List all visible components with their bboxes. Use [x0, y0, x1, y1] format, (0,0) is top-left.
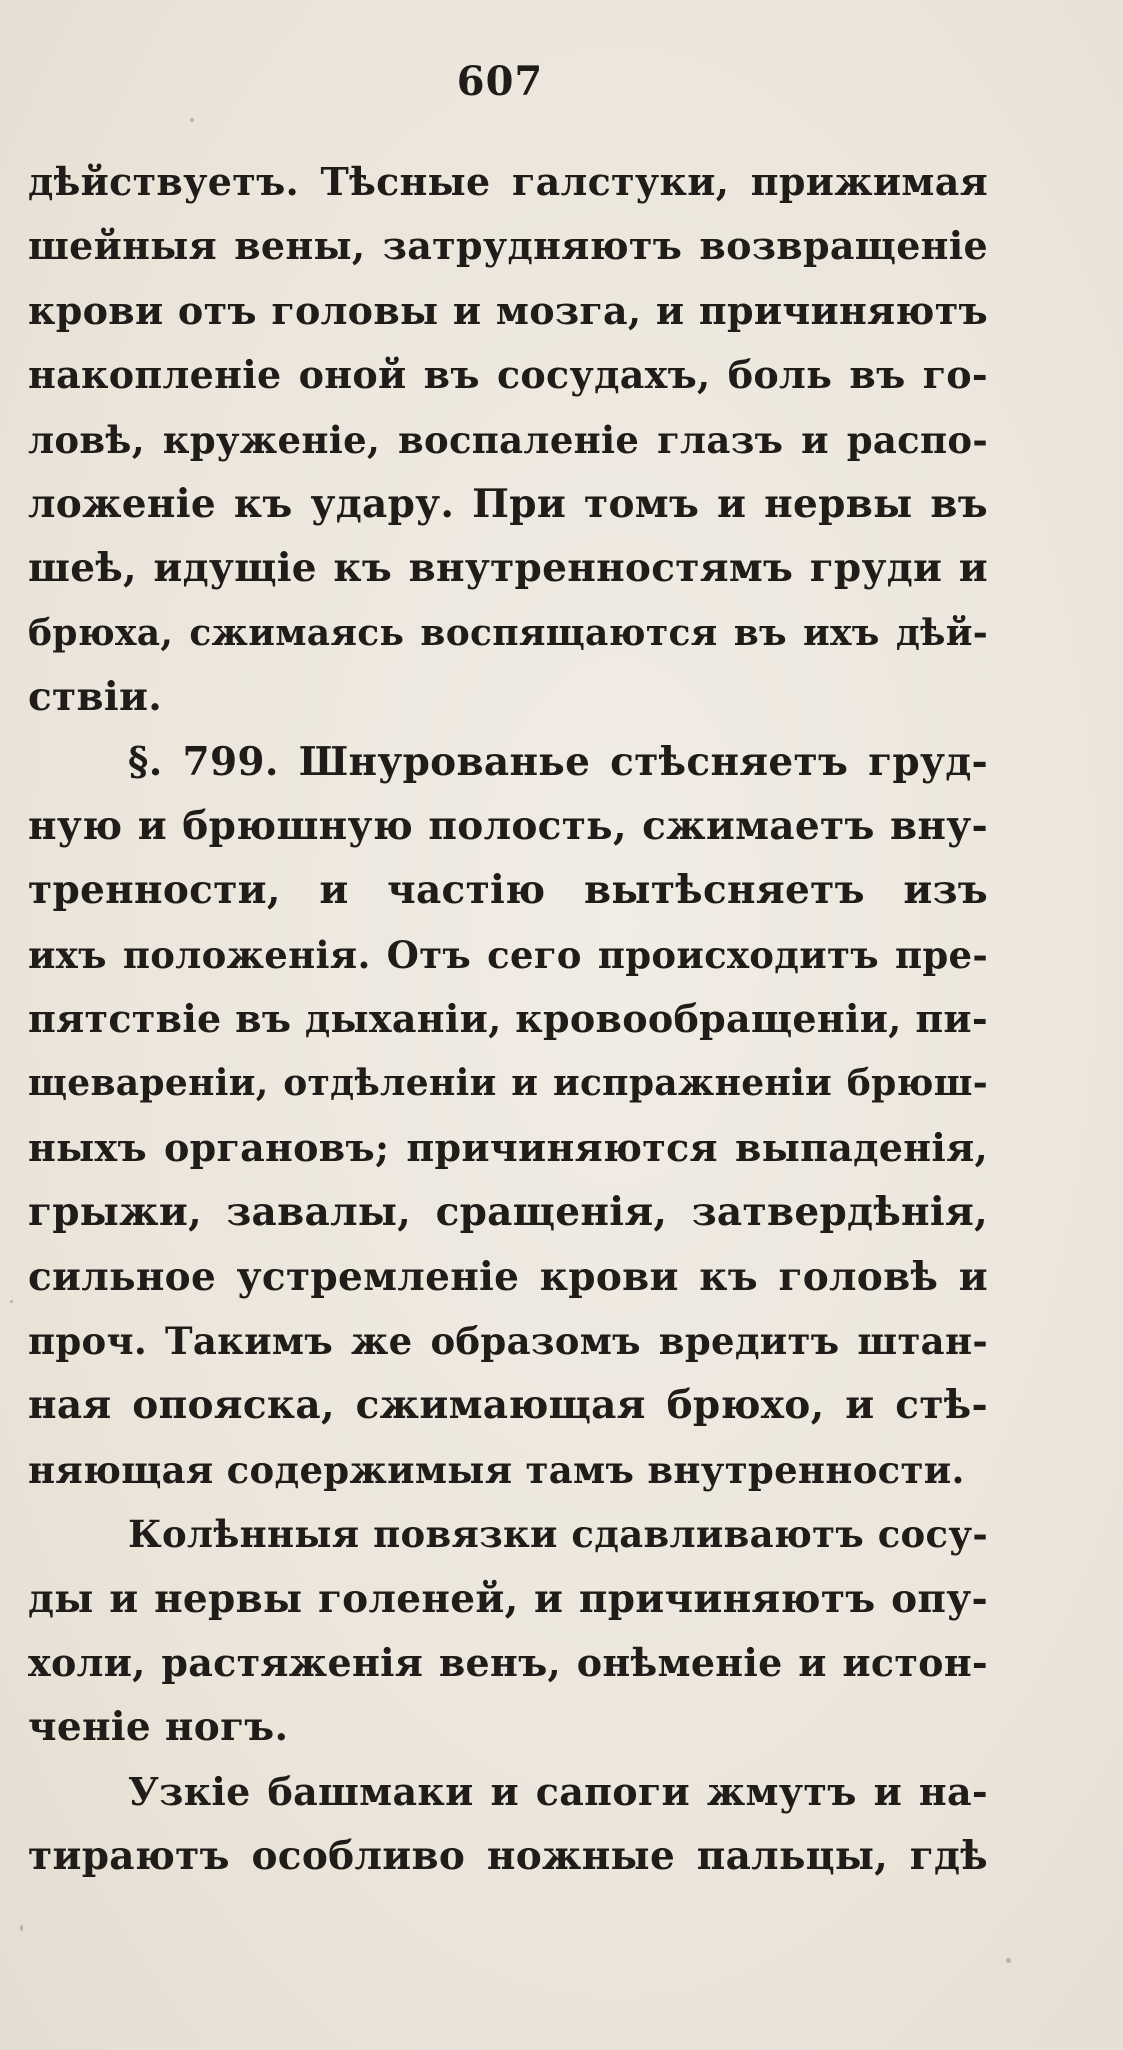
- text-line: ихъ положенія. Отъ сего происходитъ пре-: [28, 932, 988, 977]
- text-line: пятствіе въ дыханіи, кровообращеніи, пи-: [28, 996, 988, 1042]
- text-line: накопленіе оной въ сосудахъ, боль въ го-: [28, 352, 988, 398]
- text-line: ная опояска, сжимающая брюхо, и стѣ-: [28, 1382, 988, 1429]
- page-number: 607: [456, 58, 544, 105]
- paper-speck: [190, 118, 194, 122]
- text-line: ныхъ органовъ; причиняются выпаденія,: [28, 1124, 988, 1170]
- paper-speck: [10, 1300, 13, 1303]
- text-line: шеѣ, идущіе къ внутренностямъ груди и: [28, 545, 988, 592]
- text-line: щевареніи, отдѣленіи и испражненіи брюш-: [28, 1062, 988, 1105]
- text-line: ченіе ногъ.: [28, 1704, 289, 1751]
- text-line: ствіи.: [28, 674, 163, 721]
- text-line: крови отъ головы и мозга, и причиняютъ: [28, 287, 988, 333]
- paper-speck: [1006, 1958, 1011, 1963]
- text-line: §. 799. Шнурованье стѣсняетъ груд-: [128, 738, 988, 785]
- text-line: проч. Такимъ же образомъ вредитъ штан-: [28, 1319, 988, 1364]
- paper-speck: [20, 1925, 23, 1931]
- text-line: шейныя вены, затрудняютъ возвращеніе: [28, 223, 988, 269]
- text-line: няющая содержимыя тамъ внутренности.: [28, 1447, 965, 1492]
- text-line: грыжи, завалы, сращенія, затвердѣнія,: [28, 1189, 988, 1236]
- text-line: ную и брюшную полость, сжимаетъ вну-: [28, 802, 988, 849]
- text-line: тираютъ особливо ножные пальцы, гдѣ: [28, 1833, 988, 1880]
- text-line: ловѣ, круженіе, воспаленіе глазъ и распо-: [28, 417, 988, 462]
- text-line: дѣйствуетъ. Тѣсные галстуки, прижимая: [28, 159, 988, 204]
- text-line: Узкіе башмаки и сапоги жмутъ и на-: [128, 1768, 988, 1814]
- text-line: ложеніе къ удару. При томъ и нервы въ: [28, 480, 988, 527]
- text-line: брюха, сжимаясь воспящаются въ ихъ дѣй-: [28, 611, 988, 654]
- text-line: сильное устремленіе крови къ головѣ и: [28, 1253, 988, 1300]
- body-text: [28, 150, 988, 1889]
- text-line: тренности, и частію вытѣсняетъ изъ: [28, 867, 988, 914]
- text-line: Колѣнныя повязки сдавливаютъ сосу-: [128, 1512, 988, 1557]
- text-line: ды и нервы голеней, и причиняютъ опу-: [28, 1575, 988, 1622]
- text-line: холи, растяженія венъ, онѣменіе и истон-: [28, 1639, 988, 1685]
